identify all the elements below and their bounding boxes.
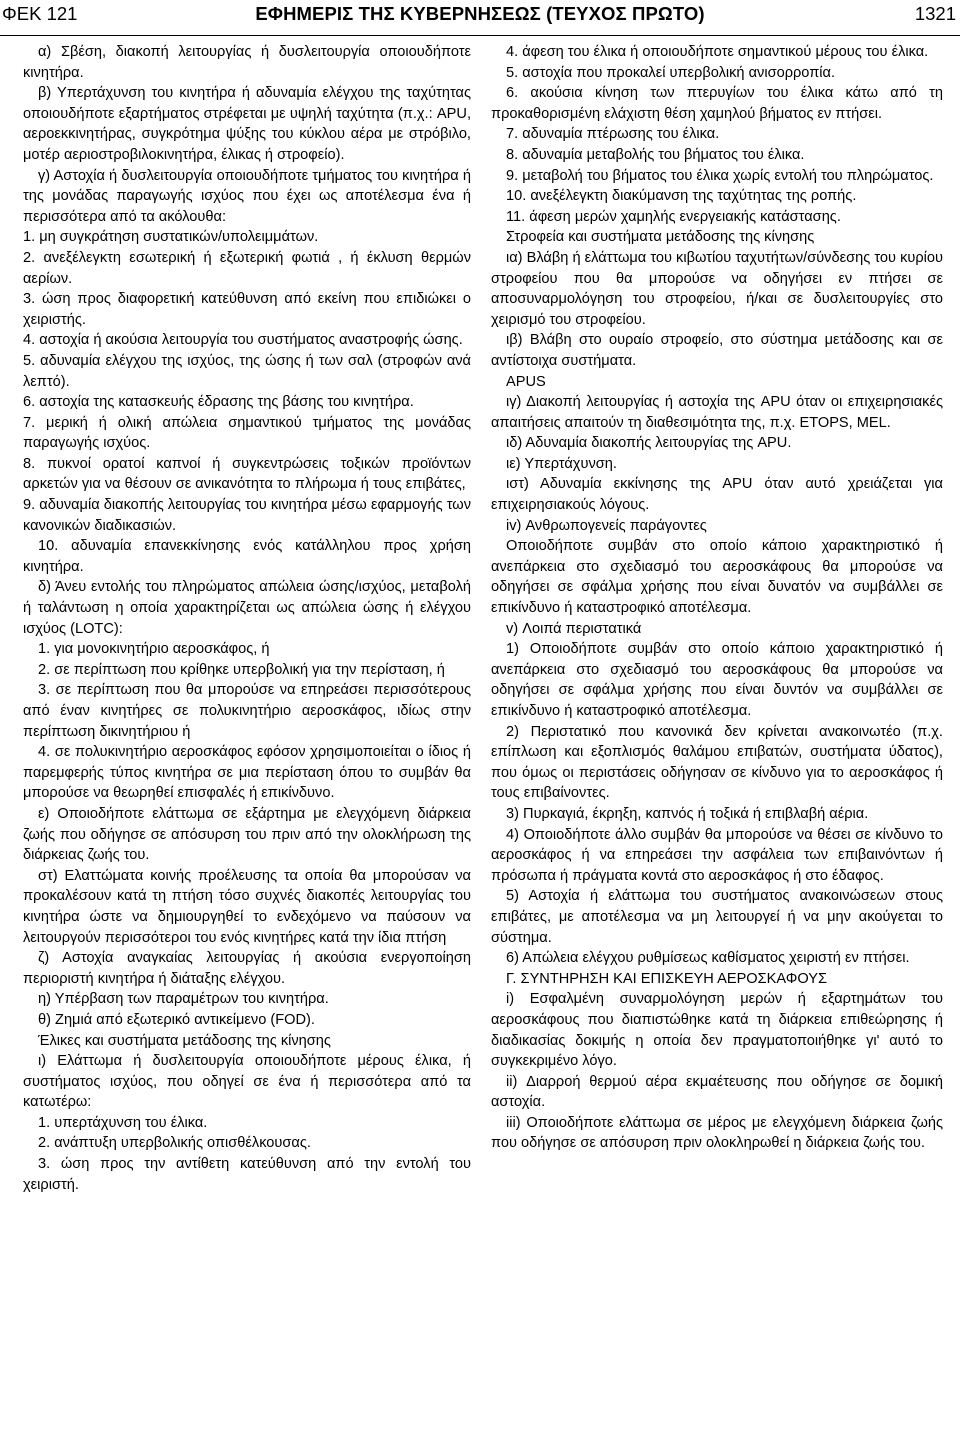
paragraph: θ) Ζημιά από εξωτερικό αντικείμενο (FOD). <box>38 1011 315 1028</box>
page-header <box>0 0 960 36</box>
paragraph: ιε) Υπερτάχυνση. <box>506 455 617 472</box>
paragraph: i) Εσφαλμένη συναρμολόγηση μερών ή εξαρτημάτων του αεροσκάφους που διαπιστώθηκε κατά τη διάρκεια επιθεώρησης ή διαδικασίας δοκιμής η οποία δεν πραγματοποιήθηκε γι' αυτό το συγκεκριμένο λόγο. <box>491 991 943 1070</box>
paragraph: 4) Οποιοδήποτε άλλο συμβάν θα μπορούσε να θέσει σε κίνδυνο το αεροσκάφος ή να επηρεάσει την ασφάλεια των επιβαινόντων ή πρόσωπα ή πράγματα κοντά στο αεροσκάφος ή στο έδαφος. <box>491 826 943 884</box>
paragraph: 10. ανεξέλεγκτη διακύμανση της ταχύτητας της ροπής. <box>506 188 857 205</box>
paragraph: 1. μη συγκράτηση συστατικών/υπολειμμάτων. <box>23 229 319 246</box>
paragraph: 1. για μονοκινητήριο αεροσκάφος, ή <box>38 641 270 658</box>
paragraph: ii) Διαρροή θερμού αέρα εκμαέτευσης που οδήγησε σε δομική αστοχία. <box>491 1073 943 1111</box>
paragraph: 2. σε περίπτωση που κρίθηκε υπερβολική για την περίσταση, ή <box>38 661 445 678</box>
issue-number: ΦΕΚ 121 <box>2 3 78 24</box>
publication-title: ΕΦΗΜΕΡΙΣ ΤΗΣ ΚΥΒΕΡΝΗΣΕΩΣ (ΤΕΥΧΟΣ ΠΡΩΤΟ) <box>255 3 705 24</box>
section-heading: Έλικες και συστήματα μετάδοσης της κίνησης <box>38 1032 331 1049</box>
paragraph: 8. αδυναμία μεταβολής του βήματος του έλικα. <box>506 146 805 163</box>
paragraph: β) Υπερτάχυνση του κινητήρα ή αδυναμία ελέγχου της ταχύτητας οποιουδήποτε εξαρτήματος στρέφεται με υψηλή ταχύτητα (π.χ.: APU, αεροεκκινητήρας, συγκρότημα ψύξης του κύκλου αέρα με στρόβιλο, μοτέρ αεριοστροβιλοκινητήρα, έλικας ή στροφείο). <box>23 85 471 163</box>
section-heading: v) Λοιπά περιστατικά <box>506 620 642 637</box>
section-heading: Στροφεία και συστήματα μετάδοσης της κίνησης <box>506 229 815 246</box>
paragraph: 11. άφεση μερών χαμηλής ενεργειακής κατάστασης. <box>506 208 841 225</box>
section-heading: APUS <box>506 373 546 390</box>
paragraph: 3. ώση προς διαφορετική κατεύθυνση από εκείνη που επιδιώκει ο χειριστής. <box>23 291 471 328</box>
paragraph: ιδ) Αδυναμία διακοπής λειτουργίας της APU. <box>506 435 792 452</box>
paragraph: 6) Απώλεια ελέγχου ρυθμίσεως καθίσματος χειριστή εν πτήσει. <box>506 950 910 967</box>
paragraph: ιβ) Βλάβη στο ουραίο στροφείο, στο σύστημα μετάδοσης και σε αντίστοιχα συστήματα. <box>491 332 943 369</box>
paragraph: 4. σε πολυκινητήριο αεροσκάφος εφόσον χρησιμοποιείται ο ίδιος ή παρεμφερής τύπος κινητήρα σε μια περίσταση όπου το συμβάν θα μπορούσε να θεωρηθεί επισφαλές ή επικίνδυνο. <box>23 744 471 802</box>
paragraph: 1. υπερτάχυνση του έλικα. <box>38 1114 208 1131</box>
paragraph: 9. αδυναμία διακοπής λειτουργίας του κινητήρα μέσω εφαρμογής των κανονικών διαδικασιών. <box>23 497 471 534</box>
paragraph: 1) Οποιοδήποτε συμβάν στο οποίο κάποιο χαρακτηριστικό ή ανεπάρκεια στο σχεδιασμό του αεροσκάφους θα μπορούσε να οδηγήσει σε σφάλμα χρήσης που είναι δυντόν να συμβάλλει σε επικίνδυνο ή καταστροφικό αποτέλεσμα. <box>491 641 943 719</box>
paragraph: iii) Οποιοδήποτε ελάττωμα σε μέρος με ελεγχόμενη διάρκεια ζωής που οδήγησε σε απόσυρση πριν ολοκληρωθεί η διάρκεια ζωής του. <box>491 1114 943 1152</box>
paragraph: ιγ) Διακοπή λειτουργίας ή αστοχία της APU όταν οι επιχειρησιακές απαιτήσεις απαιτούν τη διαθεσιμότητα της, π.χ. ETOPS, MEL. <box>491 394 943 431</box>
paragraph: ε) Οποιοδήποτε ελάττωμα σε εξάρτημα με ελεγχόμενη διάρκεια ζωής που οδήγησε σε απόσυρση του πριν από την ολοκλήρωση της διάρκειας ζωής του. <box>23 805 471 864</box>
paragraph: 7. αδυναμία πτέρωσης του έλικα. <box>506 126 720 143</box>
paragraph: η) Υπέρβαση των παραμέτρων του κινητήρα. <box>38 991 329 1008</box>
paragraph: ια) Βλάβη ή ελάττωμα του κιβωτίου ταχυτήτων/σύνδεσης του κυρίου στροφείου που θα μπορούσε να οδηγήσει εν πτήσει σε αποσυναρμολόγηση του στροφείου, ή/και σε δυσλειτουργίες στο χειρισμό του στροφείου. <box>491 249 943 328</box>
paragraph: 2) Περιστατικό που κανονικά δεν κρίνεται ανακοινωτέο (π.χ. επίπλωση και εξοπλισμός θαλάμου επιβατών, συστήματα ύδατος), που όμως οι περιστάσεις οδήγησαν σε κίνδυνο για το αεροσκάφος ή τους επιβαίνοντες. <box>491 723 943 802</box>
paragraph: ιστ) Αδυναμία εκκίνησης της APU όταν αυτό χρειάζεται για επιχειρησιακούς λόγους. <box>491 476 943 514</box>
paragraph: 9. μεταβολή του βήματος του έλικα χωρίς εντολή του πληρώματος. <box>506 167 934 184</box>
paragraph: 7. μερική ή ολική απώλεια σημαντικού τμήματος της μονάδας παραγωγής ισχύος. <box>23 414 471 452</box>
section-heading: iv) Ανθρωπογενείς παράγοντες <box>506 517 707 534</box>
paragraph: 4. αστοχία ή ακούσια λειτουργία του συστήματος αναστροφής ώσης. <box>23 332 463 349</box>
paragraph: ι) Ελάττωμα ή δυσλειτουργία οποιουδήποτε μέρους έλικα, ή συστήματος ισχύος, που οδηγεί σε ένα ή περισσότερα από τα κατωτέρω: <box>23 1053 471 1111</box>
page-number: 1321 <box>914 3 956 24</box>
paragraph: 2. ανάπτυξη υπερβολικής οπισθέλκουσας. <box>38 1135 311 1152</box>
paragraph: 5. αστοχία που προκαλεί υπερβολική ανισορροπία. <box>506 64 836 81</box>
paragraph: δ) Άνευ εντολής του πληρώματος απώλεια ώσης/ισχύος, μεταβολή ή ταλάντωση η οποία χαρακτηρίζεται ως απώλεια ώσης ή ελέγχου ισχύος (LOTC): <box>23 579 471 637</box>
paragraph: 3. σε περίπτωση που θα μπορούσε να επηρεάσει περισσότερους από έναν κινητήρες σε πολυκινητήριο αεροσκάφος, ιδίως στην περίπτωση δικινητήριου ή <box>23 682 471 740</box>
paragraph: 4. άφεση του έλικα ή οποιουδήποτε σημαντικού μέρους του έλικα. <box>506 44 929 60</box>
paragraph: 2. ανεξέλεγκτη εσωτερική ή εξωτερική φωτιά , ή έκλυση θερμών αερίων. <box>23 249 471 287</box>
paragraph: 3) Πυρκαγιά, έκρηξη, καπνός ή τοξικά ή επιβλαβή αέρια. <box>506 805 869 822</box>
section-heading: Γ. ΣΥΝΤΗΡΗΣΗ ΚΑΙ ΕΠΙΣΚΕΥΗ ΑΕΡΟΣΚΑΦΟΥΣ <box>506 970 827 987</box>
paragraph: 3. ώση προς την αντίθετη κατεύθυνση από την εντολή του χειριστή. <box>23 1156 471 1193</box>
paragraph: 5. αδυναμία ελέγχου της ισχύος, της ώσης ή των σαλ (στροφών ανά λεπτό). <box>23 352 471 390</box>
paragraph: ζ) Αστοχία αναγκαίας λειτουργίας ή ακούσια ενεργοποίηση περιοριστή κινητήρα ή διάταξης ελέγχου. <box>23 950 471 987</box>
paragraph: α) Σβέση, διακοπή λειτουργίας ή δυσλειτουργία οποιουδήποτε κινητήρα. <box>23 44 471 81</box>
paragraph: 8. πυκνοί ορατοί καπνοί ή συγκεντρώσεις τοξικών προϊόντων αρκετών για να θέσουν σε ανικανότητα το πλήρωμα ή τους επιβάτες, <box>23 455 471 493</box>
paragraph: Οποιοδήποτε συμβάν στο οποίο κάποιο χαρακτηριστικό ή ανεπάρκεια στο σχεδιασμό του αεροσκάφους θα μπορούσε να οδηγήσει σε σφάλμα χρήσης που είναι δυνατόν να συμβάλλει σε επικίνδυνο ή καταστροφικό αποτέλεσμα. <box>491 538 943 617</box>
left-column <box>23 42 471 1195</box>
paragraph: 10. αδυναμία επανεκκίνησης ενός κατάλληλου προς χρήση κινητήρα. <box>23 538 471 575</box>
right-column <box>491 42 943 1154</box>
paragraph: 6. αστοχία της κατασκευής έδρασης της βάσης του κινητήρα. <box>23 394 414 411</box>
paragraph: γ) Αστοχία ή δυσλειτουργία οποιουδήποτε τμήματος του κινητήρα ή της μονάδας παραγωγής ισχύος που έχει ως αποτέλεσμα ένα ή περισσότερα από τα ακόλουθα: <box>23 167 471 225</box>
paragraph: στ) Ελαττώματα κοινής προέλευσης τα οποία θα μπορούσαν να προκαλέσουν κατά τη πτήση τόσο συχνές διακοπές λειτουργίας του κινητήρα ώστε να δημιουργηθεί το ενδεχόμενο να παύσουν να λειτουργούν περισσότεροι του ενός κινητήρες κατά την ίδια πτήση <box>23 867 471 946</box>
paragraph: 6. ακούσια κίνηση των πτερυγίων του έλικα κάτω από τη προκαθορισμένη ελάχιστη θέση χαμηλού βήματος εν πτήσει. <box>491 85 943 122</box>
paragraph: 5) Αστοχία ή ελάττωμα του συστήματος ανακοινώσεων στους επιβάτες, με αποτέλεσμα να μη λειτουργεί ή να μην ακούγεται το σύστημα. <box>491 888 943 946</box>
